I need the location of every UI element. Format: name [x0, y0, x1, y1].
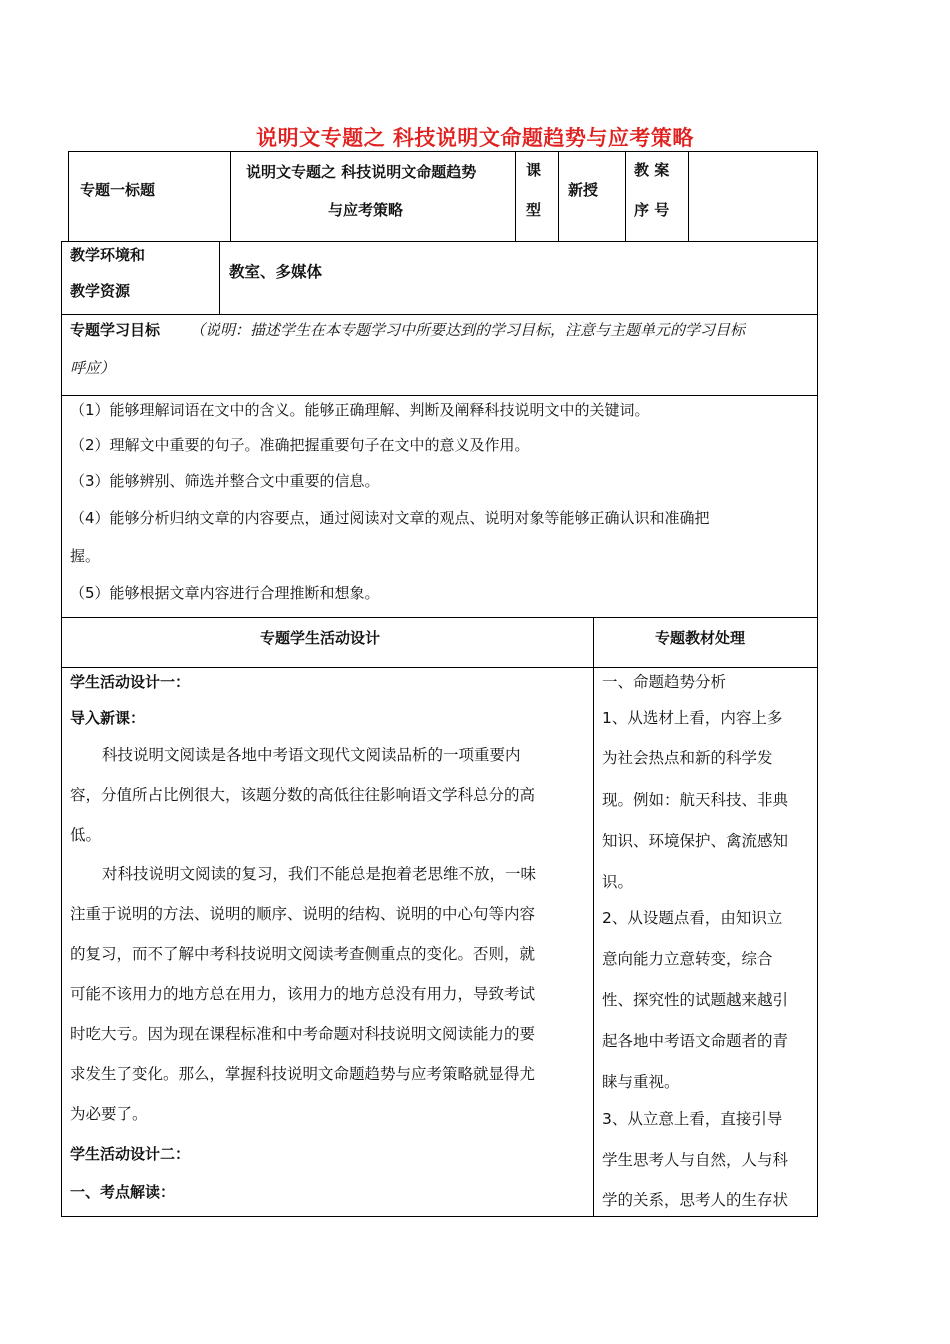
column-header-materials: 专题教材处理	[655, 629, 746, 647]
header-label: 专题一标题	[80, 181, 156, 199]
paragraph-line: 时吃大亏。因为现在课程标准和中考命题对科技说明文阅读能力的要	[70, 1025, 536, 1043]
material-line: 学的关系，思考人的生存状	[602, 1191, 789, 1209]
material-line: 睐与重视。	[602, 1073, 680, 1091]
paragraph-line: 为必要了。	[70, 1105, 148, 1123]
activity-design-1: 学生活动设计一：	[70, 673, 191, 691]
env-label-line2: 教学资源	[70, 282, 131, 300]
lesson-seq-label-2: 序 号	[634, 201, 670, 219]
goal-item: （5）能够根据文章内容进行合理推断和想象。	[70, 584, 380, 602]
material-line: 起各地中考语文命题者的青	[602, 1032, 789, 1050]
intro-heading: 导入新课：	[70, 709, 146, 727]
goal-item: （1）能够理解词语在文中的含义。能够正确理解、判断及阐释科技说明文中的关键词。	[70, 401, 650, 419]
topic-title-line1: 说明文专题之 科技说明文命题趋势	[246, 163, 477, 181]
paragraph-line: 注重于说明的方法、说明的顺序、说明的结构、说明的中心句等内容	[70, 905, 536, 923]
course-type-label-1: 课	[526, 161, 542, 179]
course-type-value: 新授	[568, 181, 599, 199]
course-type-label-2: 型	[526, 201, 542, 219]
goals-note-line2: 呼应）	[70, 359, 116, 377]
material-line: 意向能力立意转变，综合	[602, 950, 773, 968]
material-line: 3、从立意上看，直接引导	[602, 1110, 783, 1128]
paragraph-line: 可能不该用力的地方总在用力，该用力的地方总没有用力，导致考试	[70, 985, 536, 1003]
paragraph-line: 容，分值所占比例很大，该题分数的高低往往影响语文学科总分的高	[70, 786, 536, 804]
material-line: 为社会热点和新的科学发	[602, 749, 773, 767]
env-value: 教室、多媒体	[229, 263, 323, 281]
paragraph-line: 的复习，而不了解中考科技说明文阅读考查侧重点的变化。否则，就	[70, 945, 536, 963]
goal-item: （3）能够辨别、筛选并整合文中重要的信息。	[70, 472, 380, 490]
activity-design-2: 学生活动设计二：	[70, 1145, 191, 1163]
goals-note-line1: （说明：描述学生在本专题学习中所要达到的学习目标，注意与主题单元的学习目标	[190, 321, 746, 339]
paragraph-line: 对科技说明文阅读的复习，我们不能总是抱着老思维不放，一味	[102, 865, 537, 883]
material-line: 学生思考人与自然，人与科	[602, 1151, 789, 1169]
column-header-activities: 专题学生活动设计	[260, 629, 381, 647]
paragraph-line: 科技说明文阅读是各地中考语文现代文阅读品析的一项重要内	[102, 746, 521, 764]
env-label-line1: 教学环境和	[70, 246, 146, 264]
paragraph-line: 求发生了变化。那么，掌握科技说明文命题趋势与应考策略就显得尤	[70, 1065, 536, 1083]
material-line: 1、从选材上看，内容上多	[602, 709, 783, 727]
document-title: 说明文专题之 科技说明文命题趋势与应考策略	[256, 126, 694, 150]
goal-item: （2）理解文中重要的句子。准确把握重要句子在文中的意义及作用。	[70, 436, 530, 454]
material-line: 一、命题趋势分析	[602, 673, 727, 691]
material-line: 2、从设题点看，由知识立	[602, 909, 783, 927]
material-line: 性、探究性的试题越来越引	[602, 991, 789, 1009]
goal-item: （4）能够分析归纳文章的内容要点，通过阅读对文章的观点、说明对象等能够正确认识和准确把	[70, 509, 710, 527]
material-line: 识。	[602, 873, 634, 891]
goal-item: 握。	[70, 547, 101, 565]
exam-point-heading: 一、考点解读：	[70, 1183, 176, 1201]
lesson-seq-label-1: 教 案	[634, 161, 670, 179]
goals-label: 专题学习目标	[70, 321, 161, 339]
material-line: 现。例如：航天科技、非典	[602, 791, 789, 809]
material-line: 知识、环境保护、禽流感知	[602, 832, 789, 850]
paragraph-line: 低。	[70, 826, 102, 844]
topic-title-line2: 与应考策略	[328, 201, 404, 219]
